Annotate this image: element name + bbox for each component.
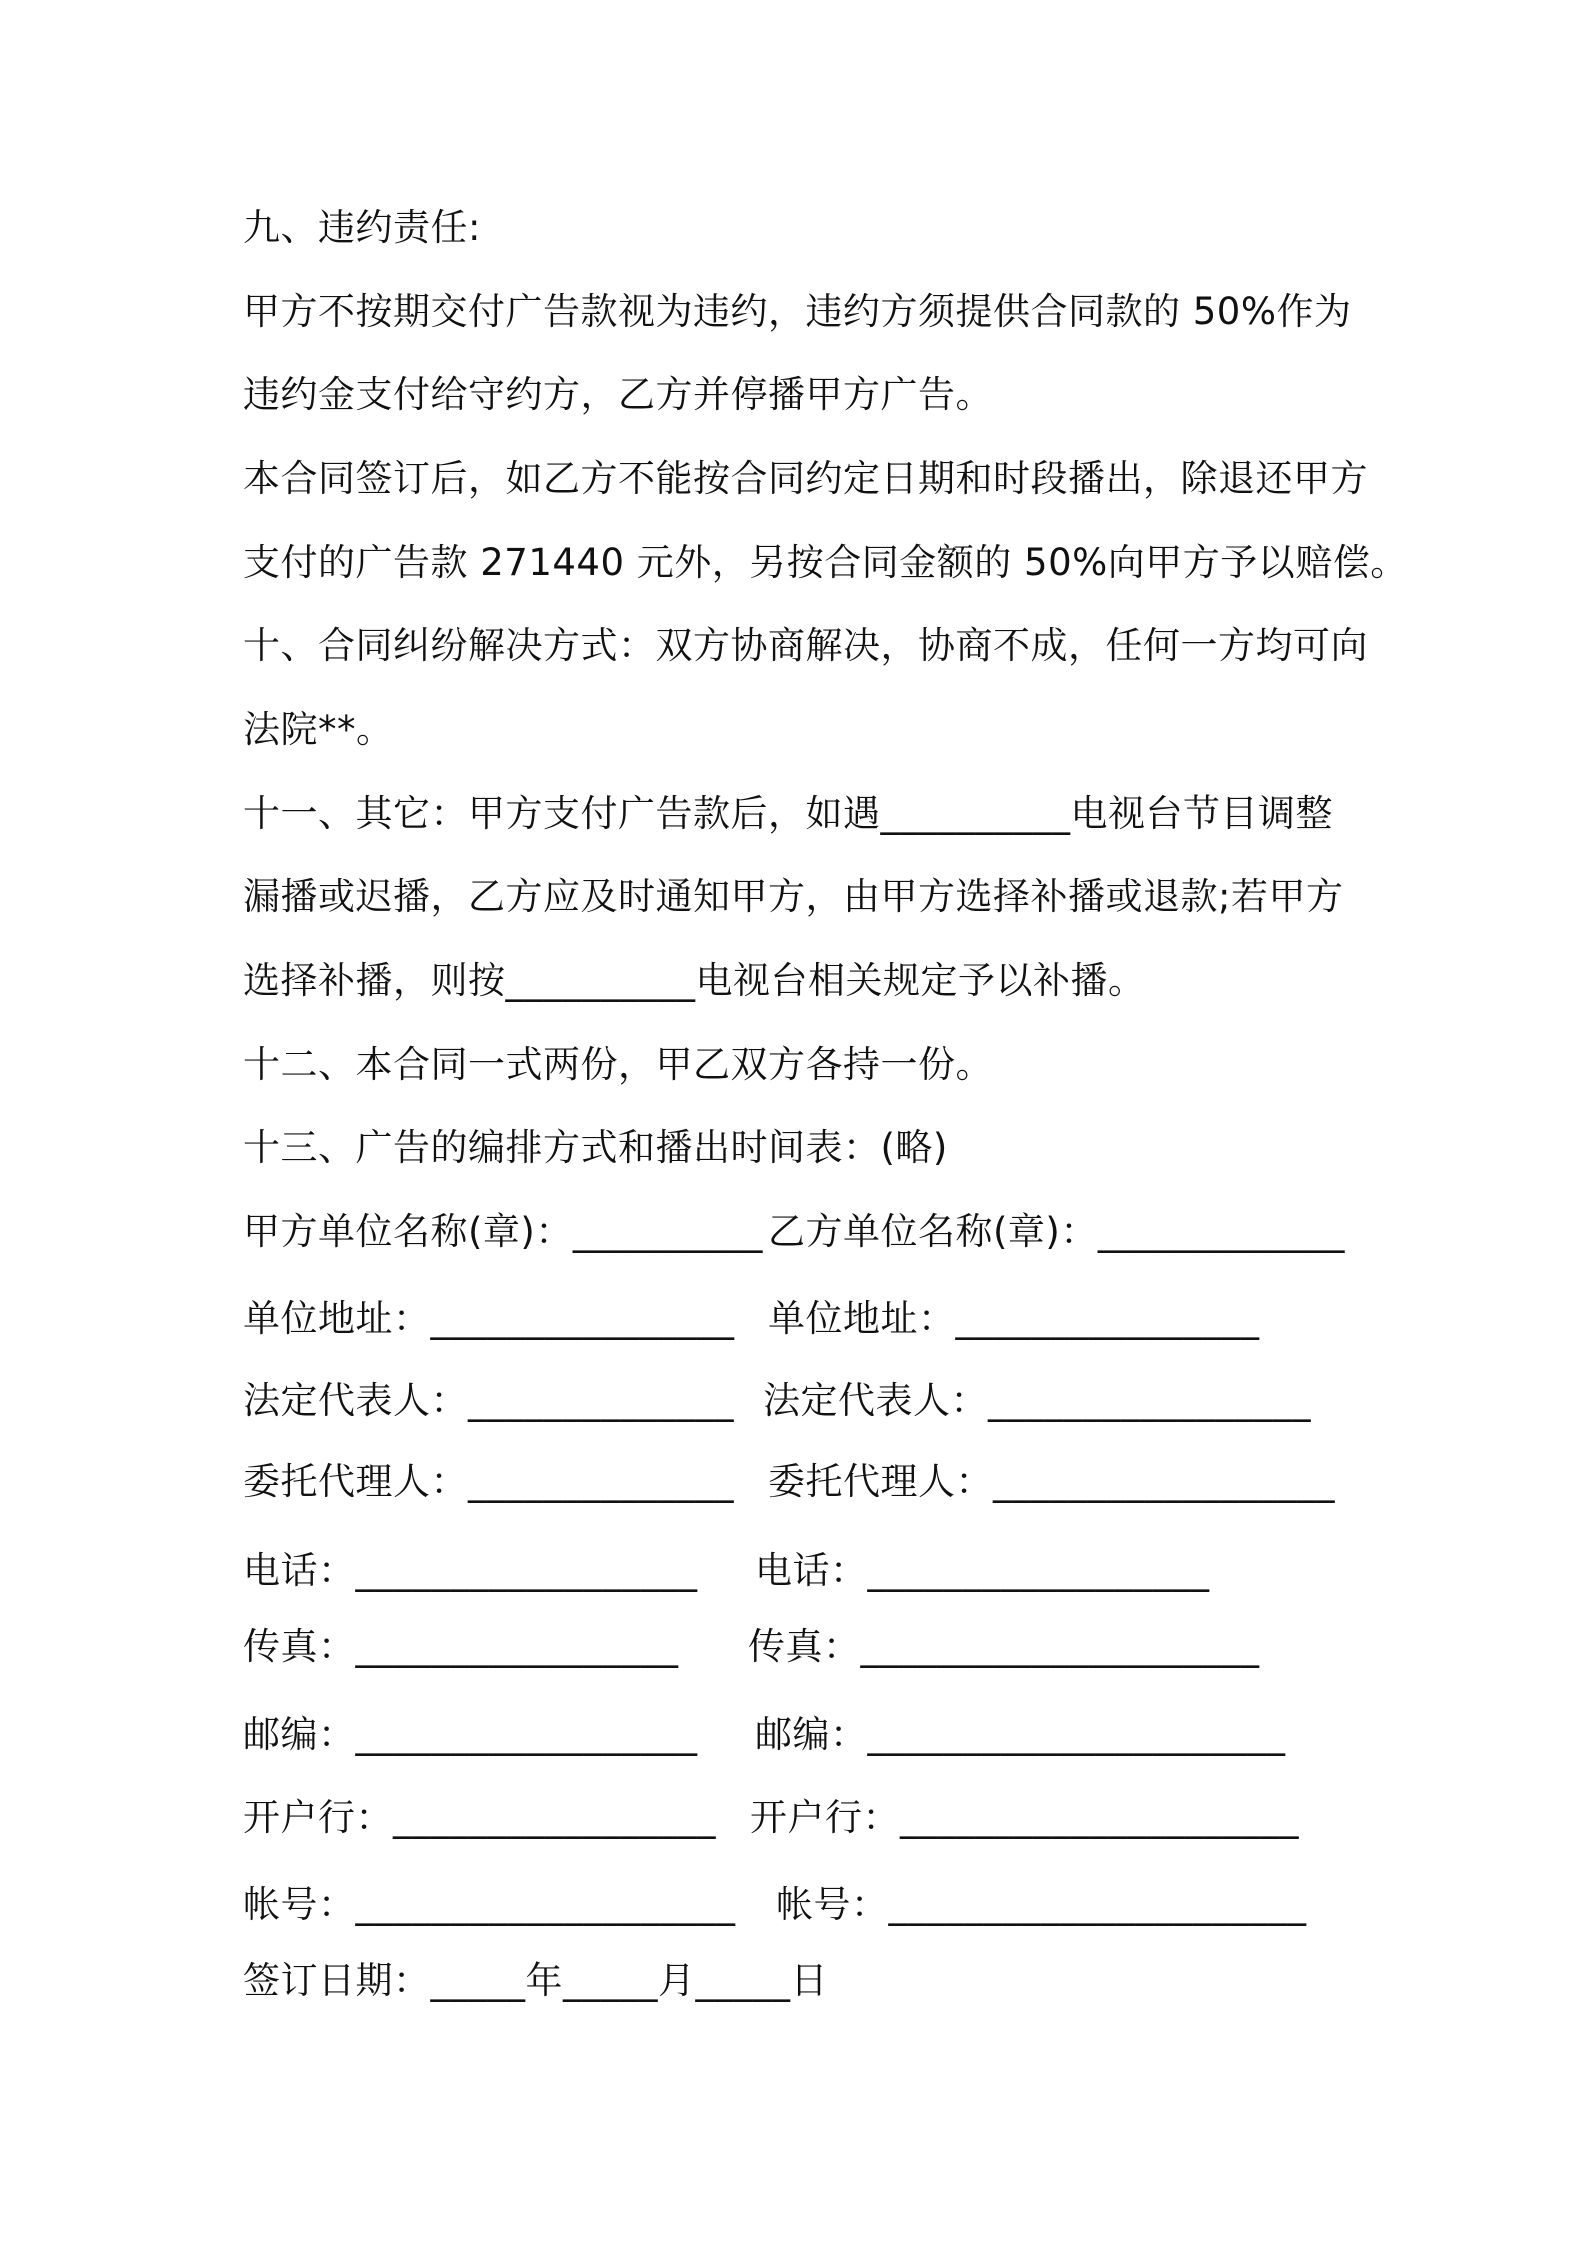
- breach-paragraph-1-line-1: 甲方不按期交付广告款视为违约，违约方须提供合同款的 50%作为: [243, 290, 1352, 333]
- party-b-bank-field: 开户行：_____________________: [750, 1796, 1299, 1839]
- party-a-postcode-field: 邮编：__________________: [243, 1713, 698, 1756]
- party-b-fax-field: 传真：_____________________: [748, 1625, 1260, 1668]
- party-a-legal-rep-field: 法定代表人：______________: [243, 1379, 734, 1422]
- party-b-address-field: 单位地址：________________: [768, 1297, 1260, 1340]
- party-b-postcode-field: 邮编：______________________: [755, 1713, 1286, 1756]
- party-a-account-field: 帐号：____________________: [243, 1883, 736, 1926]
- party-b-legal-rep-field: 法定代表人：_________________: [763, 1379, 1311, 1422]
- copies-clause: 十二、本合同一式两份，甲乙双方各持一份。: [243, 1043, 993, 1086]
- breach-paragraph-2-line-1: 本合同签订后，如乙方不能按合同约定日期和时段播出，除退还甲方: [243, 457, 1368, 500]
- party-a-agent-field: 委托代理人：______________: [243, 1460, 734, 1503]
- party-a-bank-field: 开户行：_________________: [243, 1796, 716, 1839]
- breach-paragraph-1-line-2: 违约金支付给守约方，乙方并停播甲方广告。: [243, 373, 993, 416]
- party-b-phone-field: 电话：__________________: [755, 1549, 1210, 1592]
- party-a-address-field: 单位地址：________________: [243, 1297, 735, 1340]
- other-clause-line-2: 漏播或迟播，乙方应及时通知甲方，由甲方选择补播或退款;若甲方: [243, 875, 1344, 918]
- party-a-name-field: 甲方单位名称(章)：__________: [243, 1210, 763, 1253]
- schedule-clause: 十三、广告的编排方式和播出时间表：(略): [243, 1126, 948, 1169]
- party-b-agent-field: 委托代理人：__________________: [768, 1460, 1335, 1503]
- other-clause-line-3: 选择补播，则按__________电视台相关规定予以补播。: [243, 959, 1146, 1002]
- other-clause-line-1: 十一、其它：甲方支付广告款后，如遇__________电视台节目调整: [243, 792, 1333, 835]
- party-b-name-field: 乙方单位名称(章)：_____________: [768, 1210, 1345, 1253]
- party-a-phone-field: 电话：__________________: [243, 1549, 698, 1592]
- party-b-account-field: 帐号：______________________: [776, 1883, 1307, 1926]
- breach-paragraph-2-line-2: 支付的广告款 271440 元外，另按合同金额的 50%向甲方予以赔偿。: [243, 541, 1408, 584]
- party-a-fax-field: 传真：_________________: [243, 1625, 679, 1668]
- sign-date: 签订日期：_____年_____月_____日: [243, 1959, 828, 2002]
- dispute-clause-line-1: 十、合同纠纷解决方式：双方协商解决，协商不成，任何一方均可向: [243, 624, 1368, 667]
- breach-heading: 九、违约责任:: [243, 206, 481, 249]
- dispute-clause-line-2: 法院**。: [243, 708, 394, 751]
